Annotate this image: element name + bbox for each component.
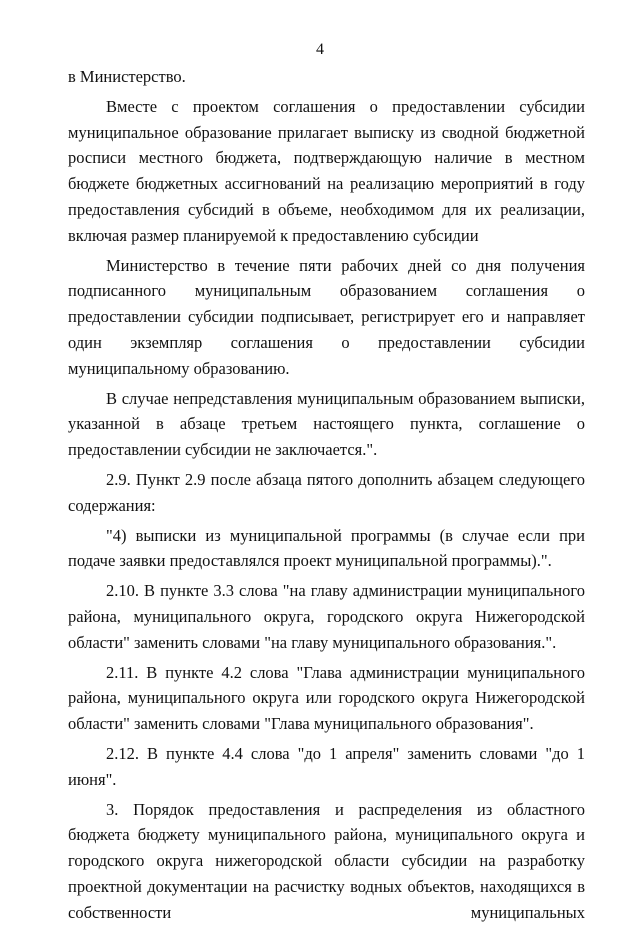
paragraph: 3. Порядок предоставления и распределения из областного бюджета бюджету муниципального района, муниципального округа и городского округа нижегородской области субсидии на разработку проектной документации на расчистку водных объектов, находящихся в собственности муниципальных xyxy=(68,799,585,922)
paragraph: Вместе с проектом соглашения о предоставлении субсидии муниципальное образование прилагает выписку из сводной бюджетной росписи местного бюджета, подтверждающую наличие в местном бюджете бюджетных ассигнований на реализацию мероприятий в году предоставления субсидий в объеме, необходимом для их реализации, включая размер планируемой к предоставлению субсидии xyxy=(68,96,585,245)
page-number: 4 xyxy=(316,41,324,58)
paragraph: В случае непредставления муниципальным образованием выписки, указанной в абзаце третьем настоящего пункта, соглашение о предоставлении субсидии не заключается.". xyxy=(68,388,585,460)
paragraph: 2.12. В пункте 4.4 слова "до 1 апреля" заменить словами "до 1 июня". xyxy=(68,743,585,789)
paragraph: в Министерство. xyxy=(68,67,186,86)
paragraph: 2.11. В пункте 4.2 слова "Глава администрации муниципального района, муниципального округа или городского округа Нижегородской области" заменить словами "Глава муниципального образования". xyxy=(68,662,585,734)
document-body xyxy=(68,64,585,926)
paragraph: Министерство в течение пяти рабочих дней со дня получения подписанного муниципальным образованием соглашения о предоставлении субсидии подписывает, регистрирует его и направляет один экземпляр соглашения о предоставлении субсидии муниципальному образованию. xyxy=(68,255,585,378)
paragraph: 2.10. В пункте 3.3 слова "на главу администрации муниципального района, муниципального округа, городского округа Нижегородской области" заменить словами "на главу муниципального образования.". xyxy=(68,581,585,652)
paragraph: 2.9. Пункт 2.9 после абзаца пятого дополнить абзацем следующего содержания: xyxy=(68,469,585,515)
paragraph: "4) выписки из муниципальной программы (в случае если при подаче заявки предоставлялся проект муниципальной программы).". xyxy=(68,525,585,571)
